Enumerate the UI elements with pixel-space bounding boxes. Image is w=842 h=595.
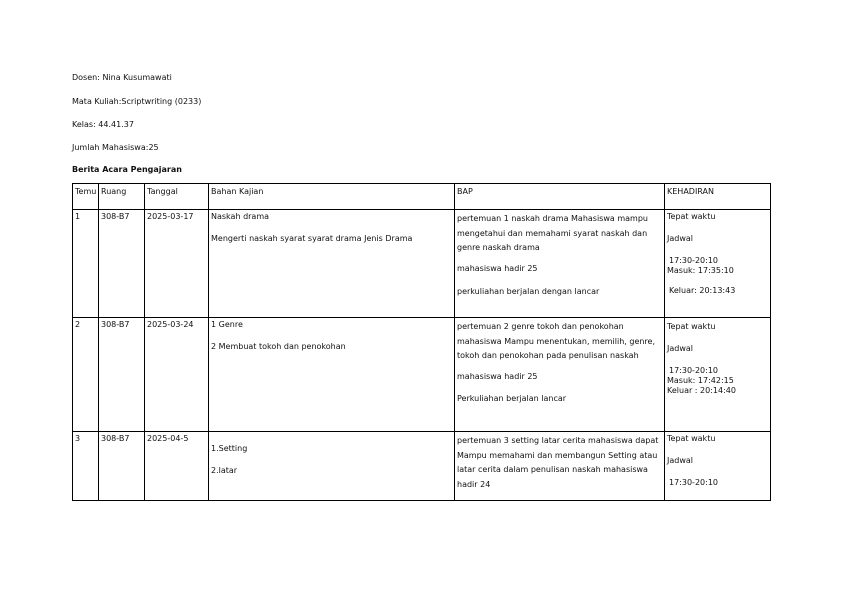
dosen-label: Dosen: Nina Kusumawati <box>72 73 172 82</box>
table-header-row <box>73 184 771 210</box>
bap-text: mahasiswa hadir 25 <box>457 371 538 381</box>
berita-acara-table <box>72 183 771 501</box>
section-title: Berita Acara Pengajaran <box>72 165 182 174</box>
cell-bahan-kajian <box>209 318 455 432</box>
cell-temu: 1 <box>73 210 99 318</box>
column-header-bahan-kajian: Bahan Kajian <box>209 184 455 210</box>
bahan-line: 1 Genre <box>211 320 243 329</box>
table-row <box>73 432 771 501</box>
column-header-bap: BAP <box>455 184 665 210</box>
jumlah-mahasiswa-label: Jumlah Mahasiswa:25 <box>72 143 159 152</box>
kehadiran-jadwal-time: 17:30-20:10 <box>669 366 718 375</box>
kehadiran-jadwal-label: Jadwal <box>667 344 694 353</box>
table-row <box>73 210 771 318</box>
cell-ruang: 308-B7 <box>99 210 145 318</box>
bap-text: mahasiswa hadir 25 <box>457 263 538 273</box>
column-header-ruang: Ruang <box>99 184 145 210</box>
cell-temu: 2 <box>73 318 99 432</box>
cell-temu: 3 <box>73 432 99 501</box>
kelas-label: Kelas: 44.41.37 <box>72 120 134 129</box>
table-row <box>73 318 771 432</box>
cell-bap <box>455 210 665 318</box>
bap-text: Perkuliahan berjalan lancar <box>457 393 567 403</box>
cell-bahan-kajian <box>209 210 455 318</box>
cell-kehadiran <box>665 432 771 501</box>
cell-tanggal: 2025-03-24 <box>145 318 209 432</box>
bahan-line: 2.latar <box>211 466 238 475</box>
bap-text: pertemuan 2 genre tokoh dan penokohan mahasiswa Mampu menentukan, memilih, genre, tokoh dan penokohan pada penulisan naskah <box>457 322 656 360</box>
cell-kehadiran <box>665 318 771 432</box>
kehadiran-jadwal-time: 17:30-20:10 <box>669 256 718 265</box>
bap-text: pertemuan 3 setting latar cerita mahasiswa dapat Mampu memahami dan membangun Setting atau latar cerita dalam penulisan naskah mahasiswa hadir 24 <box>457 436 659 489</box>
kehadiran-keluar: Keluar : 20:14:40 <box>667 386 736 395</box>
bahan-line: Naskah drama <box>211 212 270 221</box>
kehadiran-jadwal-label: Jadwal <box>667 456 694 465</box>
kehadiran-jadwal-time: 17:30-20:10 <box>669 478 718 487</box>
bap-text: pertemuan 1 naskah drama Mahasiswa mampu mengetahui dan memahami syarat naskah dan genre naskah drama <box>457 214 648 252</box>
bap-text: perkuliahan berjalan dengan lancar <box>457 286 600 296</box>
column-header-kehadiran: KEHADIRAN <box>665 184 771 210</box>
kehadiran-status: Tepat waktu <box>667 212 716 221</box>
column-header-temu: Temu <box>73 184 99 210</box>
column-header-tanggal: Tanggal <box>145 184 209 210</box>
bahan-line: 2 Membuat tokoh dan penokohan <box>211 342 346 351</box>
bahan-line: Mengerti naskah syarat syarat drama Jenis Drama <box>211 234 413 243</box>
cell-bahan-kajian <box>209 432 455 501</box>
kehadiran-masuk: Masuk: 17:35:10 <box>667 266 734 275</box>
cell-tanggal: 2025-03-17 <box>145 210 209 318</box>
kehadiran-status: Tepat waktu <box>667 322 716 331</box>
kehadiran-jadwal-label: Jadwal <box>667 234 694 243</box>
cell-ruang: 308-B7 <box>99 318 145 432</box>
kehadiran-status: Tepat waktu <box>667 434 716 443</box>
mata-kuliah-label: Mata Kuliah:Scriptwriting (0233) <box>72 97 202 106</box>
bahan-line: 1.Setting <box>211 444 248 453</box>
cell-ruang: 308-B7 <box>99 432 145 501</box>
kehadiran-masuk: Masuk: 17:42:15 <box>667 376 734 385</box>
cell-bap <box>455 318 665 432</box>
cell-kehadiran <box>665 210 771 318</box>
cell-tanggal: 2025-04-5 <box>145 432 209 501</box>
kehadiran-keluar: Keluar: 20:13:43 <box>669 286 736 295</box>
cell-bap <box>455 432 665 501</box>
